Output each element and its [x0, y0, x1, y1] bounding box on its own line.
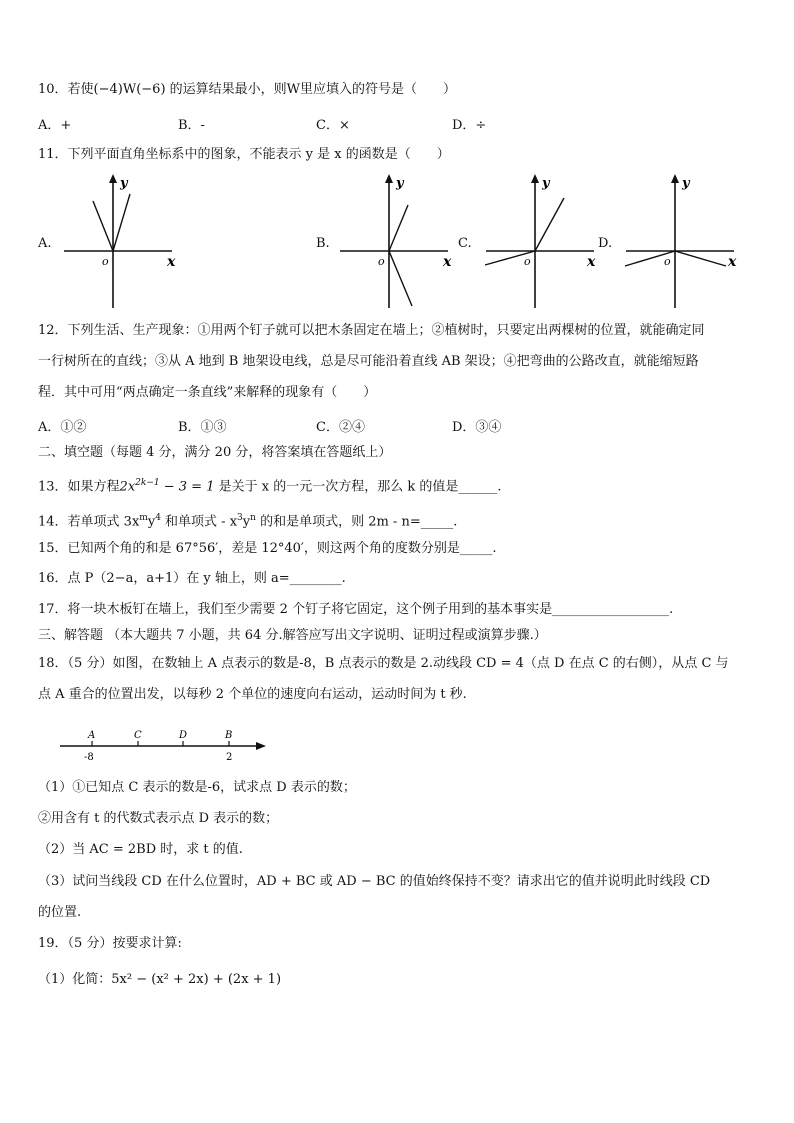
q11-c-x-label: x	[587, 254, 596, 270]
q19-sub-1: （1）化简：5x² − (x² + 2x) + (2x + 1)	[38, 972, 282, 987]
q18-line-1: 18．（5 分）如图，在数轴上 A 点表示的数是-8，B 点表示的数是 2.动线段 CD = 4（点 D 在点 C 的右侧），从点 C 与	[38, 656, 729, 671]
q18-value-b: 2	[226, 752, 233, 763]
q11-d-y-label: y	[682, 176, 690, 191]
q10-option-b: B．-	[178, 118, 205, 133]
q11-option-a: A.	[38, 236, 52, 251]
q18-label-a: A	[88, 730, 96, 741]
q14-e2: 4	[155, 513, 161, 523]
q11-graph-c	[482, 172, 607, 310]
q11-a-origin: o	[102, 255, 109, 268]
q11-a-y-label: y	[120, 176, 128, 191]
q11-option-b: B.	[316, 236, 330, 251]
q10-stem: 10．若使(−4)W(−6) 的运算结果最小，则W里应填入的符号是（ ）	[38, 82, 457, 97]
section-3-heading: 三、解答题 （本大题共 7 小题，共 64 分.解答应写出文字说明、证明过程或演算步骤.）	[38, 628, 547, 643]
q14-mid1: y	[147, 514, 156, 530]
q13-eq-base: 2x	[119, 479, 136, 495]
q13	[38, 474, 501, 496]
q10-option-a: A．+	[38, 118, 72, 133]
q18-sub-3b: 的位置.	[38, 905, 82, 920]
q14-post: 的和是单项式，则 2m - n=_____.	[255, 514, 458, 530]
q10-option-d: D．÷	[452, 118, 487, 133]
q18-label-b: B	[225, 730, 233, 741]
q13-pre: 13．如果方程	[38, 479, 120, 495]
q11-b-x-label: x	[443, 254, 452, 270]
q11-c-origin: o	[524, 255, 531, 268]
q16: 16．点 P（2−a，a+1）在 y 轴上，则 a=________.	[38, 571, 346, 586]
q11-b-origin: o	[378, 255, 385, 268]
section-2-heading: 二、填空题（每题 4 分，满分 20 分，将答案填在答题纸上）	[38, 445, 392, 460]
q13-eq-exp: 2k−1	[135, 478, 160, 488]
q11-graph-b	[336, 172, 461, 310]
q18-sub-1b: ②用含有 t 的代数式表示点 D 表示的数；	[38, 811, 279, 826]
q12-option-c: C．②④	[316, 420, 365, 435]
q18-sub-1: （1）①已知点 C 表示的数是-6，试求点 D 表示的数；	[38, 780, 356, 795]
q18-number-line	[56, 726, 272, 766]
q18-value-a: -8	[84, 752, 94, 763]
q12-line-3: 程．其中可用“两点确定一条直线”来解释的现象有（ ）	[38, 385, 377, 400]
q11-c-y-label: y	[542, 176, 550, 191]
q15: 15．已知两个角的和是 67°56′，差是 12°40′，则这两个角的度数分别是_____.	[38, 541, 497, 556]
q14	[38, 509, 457, 531]
q11-option-c: C.	[458, 236, 472, 251]
q14-pre: 14．若单项式 3x	[38, 514, 140, 530]
q19-stem: 19．（5 分）按要求计算:	[38, 936, 182, 951]
q17: 17．将一块木板钉在墙上，我们至少需要 2 个钉子将它固定，这个例子用到的基本事实是__________________.	[38, 602, 674, 617]
q14-mid3: y	[242, 514, 251, 530]
q14-e3: 3	[237, 513, 243, 523]
q10-option-c: C．×	[316, 118, 350, 133]
q12-option-d: D．③④	[452, 420, 502, 435]
q11-graph-d	[622, 172, 747, 310]
q11-a-x-label: x	[167, 254, 176, 270]
q11-option-d: D.	[598, 236, 613, 251]
q11-b-y-label: y	[396, 176, 404, 191]
q14-mid2: 和单项式 - x	[160, 514, 238, 530]
q18-sub-2: （2）当 AC = 2BD 时，求 t 的值.	[38, 842, 243, 857]
q12-line-2: 一行树所在的直线；③从 A 地到 B 地架设电线，总是尽可能沿着直线 AB 架设；④把弯曲的公路改直，就能缩短路	[38, 354, 699, 369]
q12-option-a: A．①②	[38, 420, 87, 435]
q13-post: 是关于 x 的一元一次方程，那么 k 的值是______.	[214, 479, 502, 495]
q14-e4: n	[250, 513, 256, 523]
q18-sub-3: （3）试问当线段 CD 在什么位置时，AD + BC 或 AD − BC 的值始终保持不变？请求出它的值并说明此时线段 CD	[38, 874, 711, 889]
q14-e1: m	[139, 513, 148, 523]
q11-d-origin: o	[664, 255, 671, 268]
q18-label-d: D	[179, 730, 188, 741]
q12-option-b: B．①③	[178, 420, 227, 435]
q11-stem: 11．下列平面直角坐标系中的图象，不能表示 y 是 x 的函数是（ ）	[38, 147, 450, 162]
q12-line-1: 12．下列生活、生产现象：①用两个钉子就可以把木条固定在墙上；②植树时，只要定出两棵树的位置，就能确定同	[38, 323, 705, 338]
q11-d-x-label: x	[728, 254, 737, 270]
q11-graph-a	[60, 172, 185, 310]
q18-label-c: C	[134, 730, 142, 741]
q18-line-2: 点 A 重合的位置出发，以每秒 2 个单位的速度向右运动，运动时间为 t 秒.	[38, 687, 467, 702]
q13-eq-rest: − 3 = 1	[159, 479, 215, 495]
